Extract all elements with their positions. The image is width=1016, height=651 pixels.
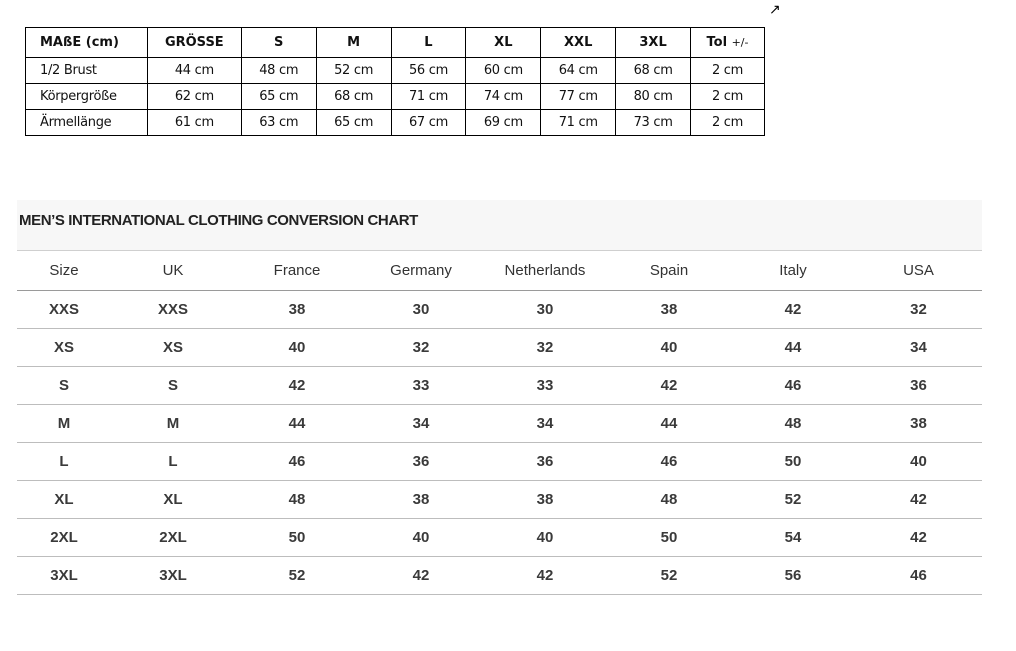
conversion-table — [17, 251, 982, 595]
conversion-table-cell: 52 — [607, 556, 731, 594]
conversion-table-cell: 42 — [235, 366, 359, 404]
conversion-table-cell: 46 — [855, 556, 982, 594]
conversion-table-cell: 32 — [483, 328, 607, 366]
conversion-chart-panel — [17, 200, 982, 590]
conversion-table-cell: XXS — [17, 290, 111, 328]
conversion-table-cell: 44 — [235, 404, 359, 442]
tol-unit: +/- — [731, 36, 749, 49]
conversion-table-cell: XL — [17, 480, 111, 518]
size-table-cell: 71 cm — [391, 84, 466, 110]
conversion-table-cell: XL — [111, 480, 235, 518]
conversion-table-cell: 33 — [359, 366, 483, 404]
conversion-table-cell: 2XL — [111, 518, 235, 556]
size-table-header: M — [316, 28, 391, 58]
size-table-cell: 63 cm — [241, 110, 316, 136]
conversion-table-cell: 40 — [359, 518, 483, 556]
conversion-table-cell: 33 — [483, 366, 607, 404]
conversion-table-cell: 56 — [731, 556, 855, 594]
conversion-table-cell: M — [111, 404, 235, 442]
size-table-header: S — [241, 28, 316, 58]
conversion-table-cell: 38 — [235, 290, 359, 328]
conversion-table-cell: XS — [17, 328, 111, 366]
conversion-table-header: Italy — [731, 251, 855, 290]
conversion-table-cell: 40 — [607, 328, 731, 366]
conversion-table-cell: 50 — [607, 518, 731, 556]
conversion-table-cell: 40 — [483, 518, 607, 556]
size-table-cell: 61 cm — [147, 110, 241, 136]
conversion-table-cell: 46 — [731, 366, 855, 404]
conversion-table-cell: 38 — [855, 404, 982, 442]
size-table-cell: 56 cm — [391, 58, 466, 84]
size-table-cell: 80 cm — [616, 84, 691, 110]
conversion-table-cell: 30 — [483, 290, 607, 328]
size-table-cell: 52 cm — [316, 58, 391, 84]
size-table-cell: 68 cm — [316, 84, 391, 110]
size-table-cell: 77 cm — [541, 84, 616, 110]
conversion-table-cell: 3XL — [17, 556, 111, 594]
size-table-cell: 68 cm — [616, 58, 691, 84]
size-table-cell: 2 cm — [691, 110, 765, 136]
conversion-table-cell: L — [17, 442, 111, 480]
size-table-row-label: 1/2 Brust — [26, 58, 148, 84]
size-table-cell: 2 cm — [691, 84, 765, 110]
size-table-header: GRÖSSE — [147, 28, 241, 58]
size-table-header: 3XL — [616, 28, 691, 58]
size-table-body — [26, 58, 765, 136]
conversion-table-row — [17, 290, 982, 328]
size-measurement-table — [25, 27, 765, 136]
conversion-table-cell: 40 — [855, 442, 982, 480]
conversion-table-row — [17, 518, 982, 556]
conversion-table-cell: 48 — [235, 480, 359, 518]
conversion-table-cell: 36 — [483, 442, 607, 480]
conversion-table-row — [17, 328, 982, 366]
size-table-cell: 60 cm — [466, 58, 541, 84]
conversion-table-header: USA — [855, 251, 982, 290]
conversion-table-header: France — [235, 251, 359, 290]
conversion-table-cell: 40 — [235, 328, 359, 366]
conversion-table-cell: 34 — [855, 328, 982, 366]
size-table-row — [26, 84, 765, 110]
conversion-table-cell: 52 — [731, 480, 855, 518]
size-table-cell: 67 cm — [391, 110, 466, 136]
conversion-table-body — [17, 290, 982, 594]
conversion-table-cell: 48 — [607, 480, 731, 518]
tol-label: Tol — [706, 35, 728, 50]
conversion-table-header: Size — [17, 251, 111, 290]
size-table-row — [26, 110, 765, 136]
conversion-table-cell: 3XL — [111, 556, 235, 594]
conversion-table-cell: 2XL — [17, 518, 111, 556]
size-table-cell: 2 cm — [691, 58, 765, 84]
size-table-cell: 48 cm — [241, 58, 316, 84]
size-table-cell: 73 cm — [616, 110, 691, 136]
size-table-header-row — [26, 28, 765, 58]
conversion-table-cell: S — [111, 366, 235, 404]
conversion-table-cell: 30 — [359, 290, 483, 328]
conversion-table-cell: XS — [111, 328, 235, 366]
conversion-table-header: Netherlands — [483, 251, 607, 290]
conversion-table-cell: 42 — [731, 290, 855, 328]
size-table-cell: 69 cm — [466, 110, 541, 136]
conversion-table-cell: 46 — [607, 442, 731, 480]
conversion-table-cell: 34 — [359, 404, 483, 442]
size-table-cell: 65 cm — [241, 84, 316, 110]
conversion-table-cell: L — [111, 442, 235, 480]
conversion-table-header: Spain — [607, 251, 731, 290]
conversion-table-row — [17, 366, 982, 404]
size-table-header-tol — [691, 28, 765, 58]
conversion-table-cell: 42 — [607, 366, 731, 404]
conversion-table-header: Germany — [359, 251, 483, 290]
size-table-cell: 65 cm — [316, 110, 391, 136]
size-table-row-label: Körpergröße — [26, 84, 148, 110]
conversion-table-cell: 36 — [855, 366, 982, 404]
size-table-header: XL — [466, 28, 541, 58]
conversion-table-cell: 38 — [359, 480, 483, 518]
conversion-table-cell: 42 — [855, 518, 982, 556]
size-table-header: MAßE (cm) — [26, 28, 148, 58]
conversion-table-cell: 52 — [235, 556, 359, 594]
arrow-up-right-icon[interactable]: ↗ — [769, 1, 781, 17]
conversion-table-cell: 38 — [607, 290, 731, 328]
conversion-table-cell: 50 — [731, 442, 855, 480]
conversion-table-cell: 38 — [483, 480, 607, 518]
conversion-table-cell: 50 — [235, 518, 359, 556]
size-table-row-label: Ärmellänge — [26, 110, 148, 136]
conversion-table-cell: 34 — [483, 404, 607, 442]
size-table-header: XXL — [541, 28, 616, 58]
conversion-table-cell: 42 — [855, 480, 982, 518]
conversion-table-cell: 46 — [235, 442, 359, 480]
size-table-header: L — [391, 28, 466, 58]
conversion-table-row — [17, 480, 982, 518]
size-table-cell: 71 cm — [541, 110, 616, 136]
conversion-table-cell: 32 — [359, 328, 483, 366]
conversion-table-row — [17, 404, 982, 442]
conversion-table-cell: 48 — [731, 404, 855, 442]
conversion-table-cell: 44 — [607, 404, 731, 442]
size-table-row — [26, 58, 765, 84]
conversion-table-header: UK — [111, 251, 235, 290]
conversion-table-cell: XXS — [111, 290, 235, 328]
size-table-cell: 74 cm — [466, 84, 541, 110]
size-table-cell: 64 cm — [541, 58, 616, 84]
conversion-table-cell: 42 — [359, 556, 483, 594]
conversion-table-cell: S — [17, 366, 111, 404]
conversion-table-row — [17, 556, 982, 594]
conversion-table-cell: 54 — [731, 518, 855, 556]
conversion-table-cell: 42 — [483, 556, 607, 594]
conversion-table-cell: 36 — [359, 442, 483, 480]
conversion-table-header-row — [17, 251, 982, 290]
size-table-cell: 44 cm — [147, 58, 241, 84]
conversion-chart-title: MEN’S INTERNATIONAL CLOTHING CONVERSION CHART — [17, 200, 982, 251]
conversion-table-cell: M — [17, 404, 111, 442]
conversion-table-row — [17, 442, 982, 480]
size-table-cell: 62 cm — [147, 84, 241, 110]
conversion-table-cell: 32 — [855, 290, 982, 328]
conversion-table-cell: 44 — [731, 328, 855, 366]
